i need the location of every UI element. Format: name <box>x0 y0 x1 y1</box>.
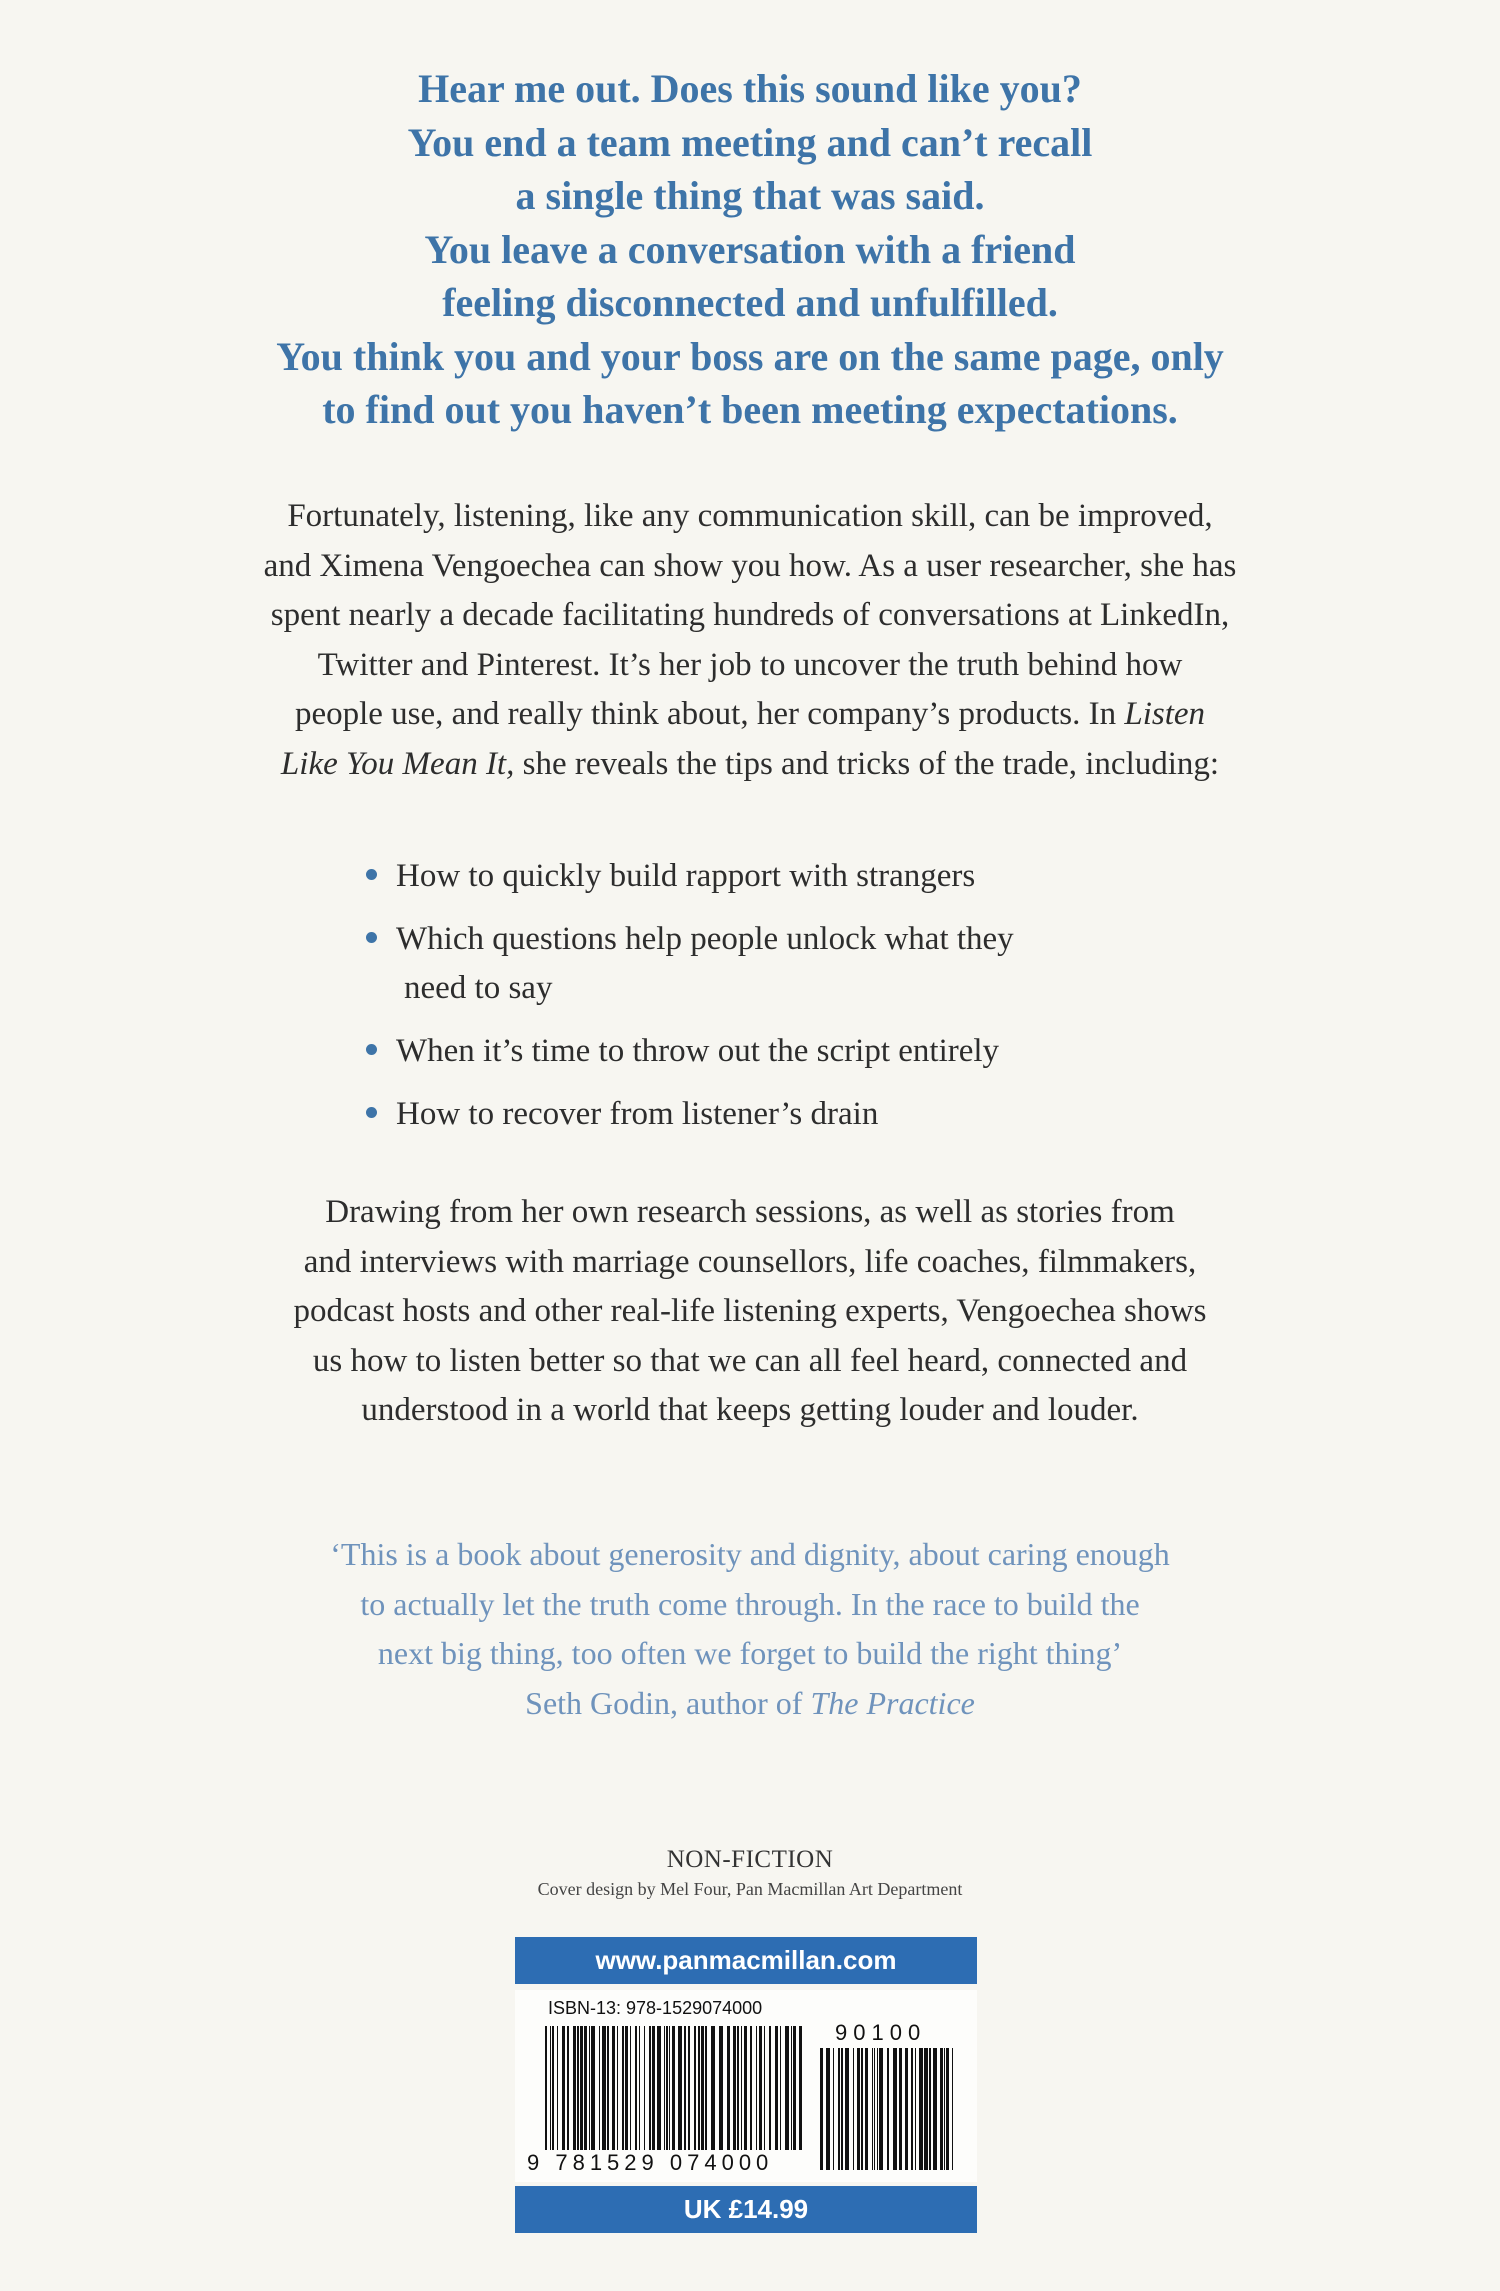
genre-label: NON-FICTION <box>666 1846 834 1873</box>
list-item-text-continued: need to say <box>404 970 553 1006</box>
tips-list <box>360 852 1260 1153</box>
barcode-bar <box>678 2026 682 2150</box>
barcode-bar <box>756 2026 757 2150</box>
list-item-text: Which questions help people unlock what they <box>396 921 1014 957</box>
barcode-bar <box>911 2048 913 2170</box>
barcode-bar <box>780 2026 781 2150</box>
bullet-icon <box>366 1107 377 1118</box>
price-label: UK £14.99 <box>515 2186 977 2233</box>
quote-line: ‘This is a book about generosity and dignity, about caring enough <box>330 1536 1170 1572</box>
barcode-bar <box>584 2026 587 2150</box>
barcode-bar <box>791 2026 792 2150</box>
barcode-bar <box>905 2048 908 2170</box>
barcode-bar <box>567 2026 569 2150</box>
barcode-bar <box>672 2026 675 2150</box>
barcode-bar <box>799 2026 802 2150</box>
barcode-bar <box>688 2026 690 2150</box>
barcode-bar <box>562 2026 565 2150</box>
publisher-url[interactable]: www.panmacmillan.com <box>515 1937 977 1984</box>
barcode-bar <box>617 2026 618 2150</box>
barcode-bar <box>940 2048 943 2170</box>
isbn-label: ISBN-13: 978-1529074000 <box>548 1998 763 2018</box>
barcode-bar <box>915 2048 916 2170</box>
barcode-bar <box>727 2026 730 2150</box>
barcode-bar <box>580 2026 583 2150</box>
barcode-bar <box>612 2026 615 2150</box>
barcode-bar <box>919 2048 923 2170</box>
barcode-bar <box>759 2026 762 2150</box>
paragraph-line: Drawing from her own research sessions, as well as stories from <box>325 1194 1175 1230</box>
barcode-bar <box>933 2048 937 2170</box>
barcode-bar <box>719 2026 723 2150</box>
barcode-bar <box>737 2026 739 2150</box>
barcode-bar <box>826 2048 830 2170</box>
barcode-bar <box>733 2026 736 2150</box>
barcode-bar <box>841 2048 843 2170</box>
barcode-bar <box>657 2026 661 2150</box>
barcode-bar <box>769 2026 771 2150</box>
barcode-bar <box>630 2026 631 2150</box>
barcode-bar <box>820 2048 823 2170</box>
barcode-bar <box>622 2026 624 2150</box>
barcode-bar <box>741 2026 742 2150</box>
paragraph-line: spent nearly a decade facilitating hundreds of conversations at LinkedIn, <box>270 597 1230 633</box>
barcode-bar <box>946 2048 949 2170</box>
barcode-bar <box>845 2048 849 2170</box>
list-item-text: How to recover from listener’s drain <box>396 1096 879 1132</box>
barcode-bar <box>865 2048 868 2170</box>
quote-attribution <box>150 1679 1350 1729</box>
paragraph-line: and interviews with marriage counsellors, life coaches, filmmakers, <box>303 1243 1197 1280</box>
barcode-bar <box>550 2026 551 2150</box>
barcode-bar <box>924 2048 928 2170</box>
headline-line: a single thing that was said. <box>515 173 985 218</box>
barcode-bar <box>701 2026 704 2150</box>
barcode-bar <box>591 2026 595 2150</box>
paragraph-line: Fortunately, listening, like any communication skill, can be improved, <box>287 498 1213 534</box>
barcode-bar <box>666 2026 668 2150</box>
barcode-bar <box>545 2026 547 2150</box>
headline-line: You leave a conversation with a friend <box>424 226 1076 272</box>
barcode-bar <box>711 2026 715 2150</box>
barcode-bar <box>652 2026 655 2150</box>
headline-line: Hear me out. Does this sound like you? <box>418 66 1082 111</box>
barcode-main-bars <box>545 2026 802 2150</box>
barcode-bar <box>573 2026 576 2150</box>
bullet-icon <box>366 932 377 943</box>
book-title: Like You Mean It, <box>280 745 515 782</box>
barcode-bar <box>775 2026 778 2150</box>
barcode-bar <box>887 2048 889 2170</box>
barcode-bar <box>705 2026 707 2150</box>
barcode-bar <box>793 2026 796 2150</box>
headline <box>150 62 1350 437</box>
summary-paragraph <box>180 1188 1320 1436</box>
barcode-bar <box>602 2026 606 2150</box>
cover-credit: Cover design by Mel Four, Pan Macmillan Art Department <box>537 1879 963 1899</box>
barcode-bar <box>589 2026 590 2150</box>
barcode-bar <box>694 2026 696 2150</box>
barcode-bar <box>785 2026 789 2150</box>
barcode-digits: 9 781529 074000 <box>527 2150 774 2175</box>
barcode-bar <box>764 2026 765 2150</box>
paragraph-text: people use, and really think about, her company’s products. In <box>294 696 1117 732</box>
headline-line: to find out you haven’t been meeting expectations. <box>322 387 1178 432</box>
barcode-bar <box>893 2048 897 2170</box>
paragraph-line: Twitter and Pinterest. It’s her job to uncover the truth behind how <box>317 646 1183 683</box>
barcode-bar <box>635 2026 637 2150</box>
list-item-text: How to quickly build rapport with strangers <box>396 858 976 894</box>
headline-line: You think you and your boss are on the same page, only <box>276 333 1224 379</box>
endorsement-quote <box>150 1530 1350 1728</box>
paragraph-line: us how to listen better so that we can all feel heard, connected and <box>312 1342 1188 1379</box>
paragraph-text: she reveals the tips and tricks of the trade, including: <box>522 745 1220 782</box>
barcode-bar <box>833 2048 834 2170</box>
barcode-bar <box>625 2026 628 2150</box>
barcode-bar <box>639 2026 640 2150</box>
barcode-bar <box>879 2048 883 2170</box>
book-title: Listen <box>1124 696 1206 732</box>
barcode-bar <box>857 2048 860 2170</box>
list-item-text: When it’s time to throw out the script entirely <box>396 1033 1000 1069</box>
headline-line: feeling disconnected and unfulfilled. <box>442 280 1058 325</box>
paragraph-line <box>180 740 1320 790</box>
quote-line: to actually let the truth come through. In the race to build the <box>360 1585 1140 1622</box>
barcode-bar <box>644 2026 645 2150</box>
barcode-bar <box>944 2048 945 2170</box>
paragraph-line: understood in a world that keeps getting louder and louder. <box>361 1392 1139 1428</box>
barcode-bar <box>877 2048 878 2170</box>
bullet-icon <box>366 869 377 880</box>
barcode-bar <box>744 2026 747 2150</box>
list-item <box>360 915 1260 1013</box>
barcode-bar <box>838 2048 840 2170</box>
barcode-bar <box>899 2048 902 2170</box>
barcode-bar <box>872 2048 873 2170</box>
barcode-bar <box>853 2048 854 2170</box>
barcode-bar <box>684 2026 686 2150</box>
barcode-bar <box>698 2026 700 2150</box>
price-addon-digits: 90100 <box>835 2020 927 2045</box>
barcode-bar <box>552 2026 554 2150</box>
attribution-book-title: The Practice <box>810 1684 975 1721</box>
barcode-bar <box>577 2026 579 2150</box>
barcode-bar <box>874 2048 875 2170</box>
barcode-bar <box>929 2048 931 2170</box>
paragraph-line <box>180 690 1320 740</box>
barcode-panel <box>515 1990 977 2182</box>
attribution-text: Seth Godin, author of <box>525 1684 803 1721</box>
quote-line: next big thing, too often we forget to build the right thing’ <box>377 1635 1123 1671</box>
barcode-addon-bars <box>820 2048 953 2170</box>
barcode-bar <box>607 2026 609 2150</box>
barcode-bar <box>557 2026 558 2150</box>
barcode-bar <box>649 2026 651 2150</box>
barcode-bar <box>861 2048 863 2170</box>
list-item <box>360 1027 1260 1076</box>
description-paragraph <box>180 492 1320 789</box>
barcode-bar <box>599 2026 600 2150</box>
bullet-icon <box>366 1044 377 1055</box>
barcode-bar <box>669 2026 670 2150</box>
headline-line: You end a team meeting and can’t recall <box>407 119 1093 165</box>
barcode-bar <box>664 2026 665 2150</box>
paragraph-line: and Ximena Vengoechea can show you how. As a user researcher, she has <box>263 547 1237 584</box>
paragraph-line: podcast hosts and other real-life listening experts, Vengoechea shows <box>293 1293 1207 1329</box>
barcode-bar <box>952 2048 953 2170</box>
barcode-bar <box>750 2026 752 2150</box>
list-item <box>360 1090 1260 1139</box>
list-item <box>360 852 1260 901</box>
